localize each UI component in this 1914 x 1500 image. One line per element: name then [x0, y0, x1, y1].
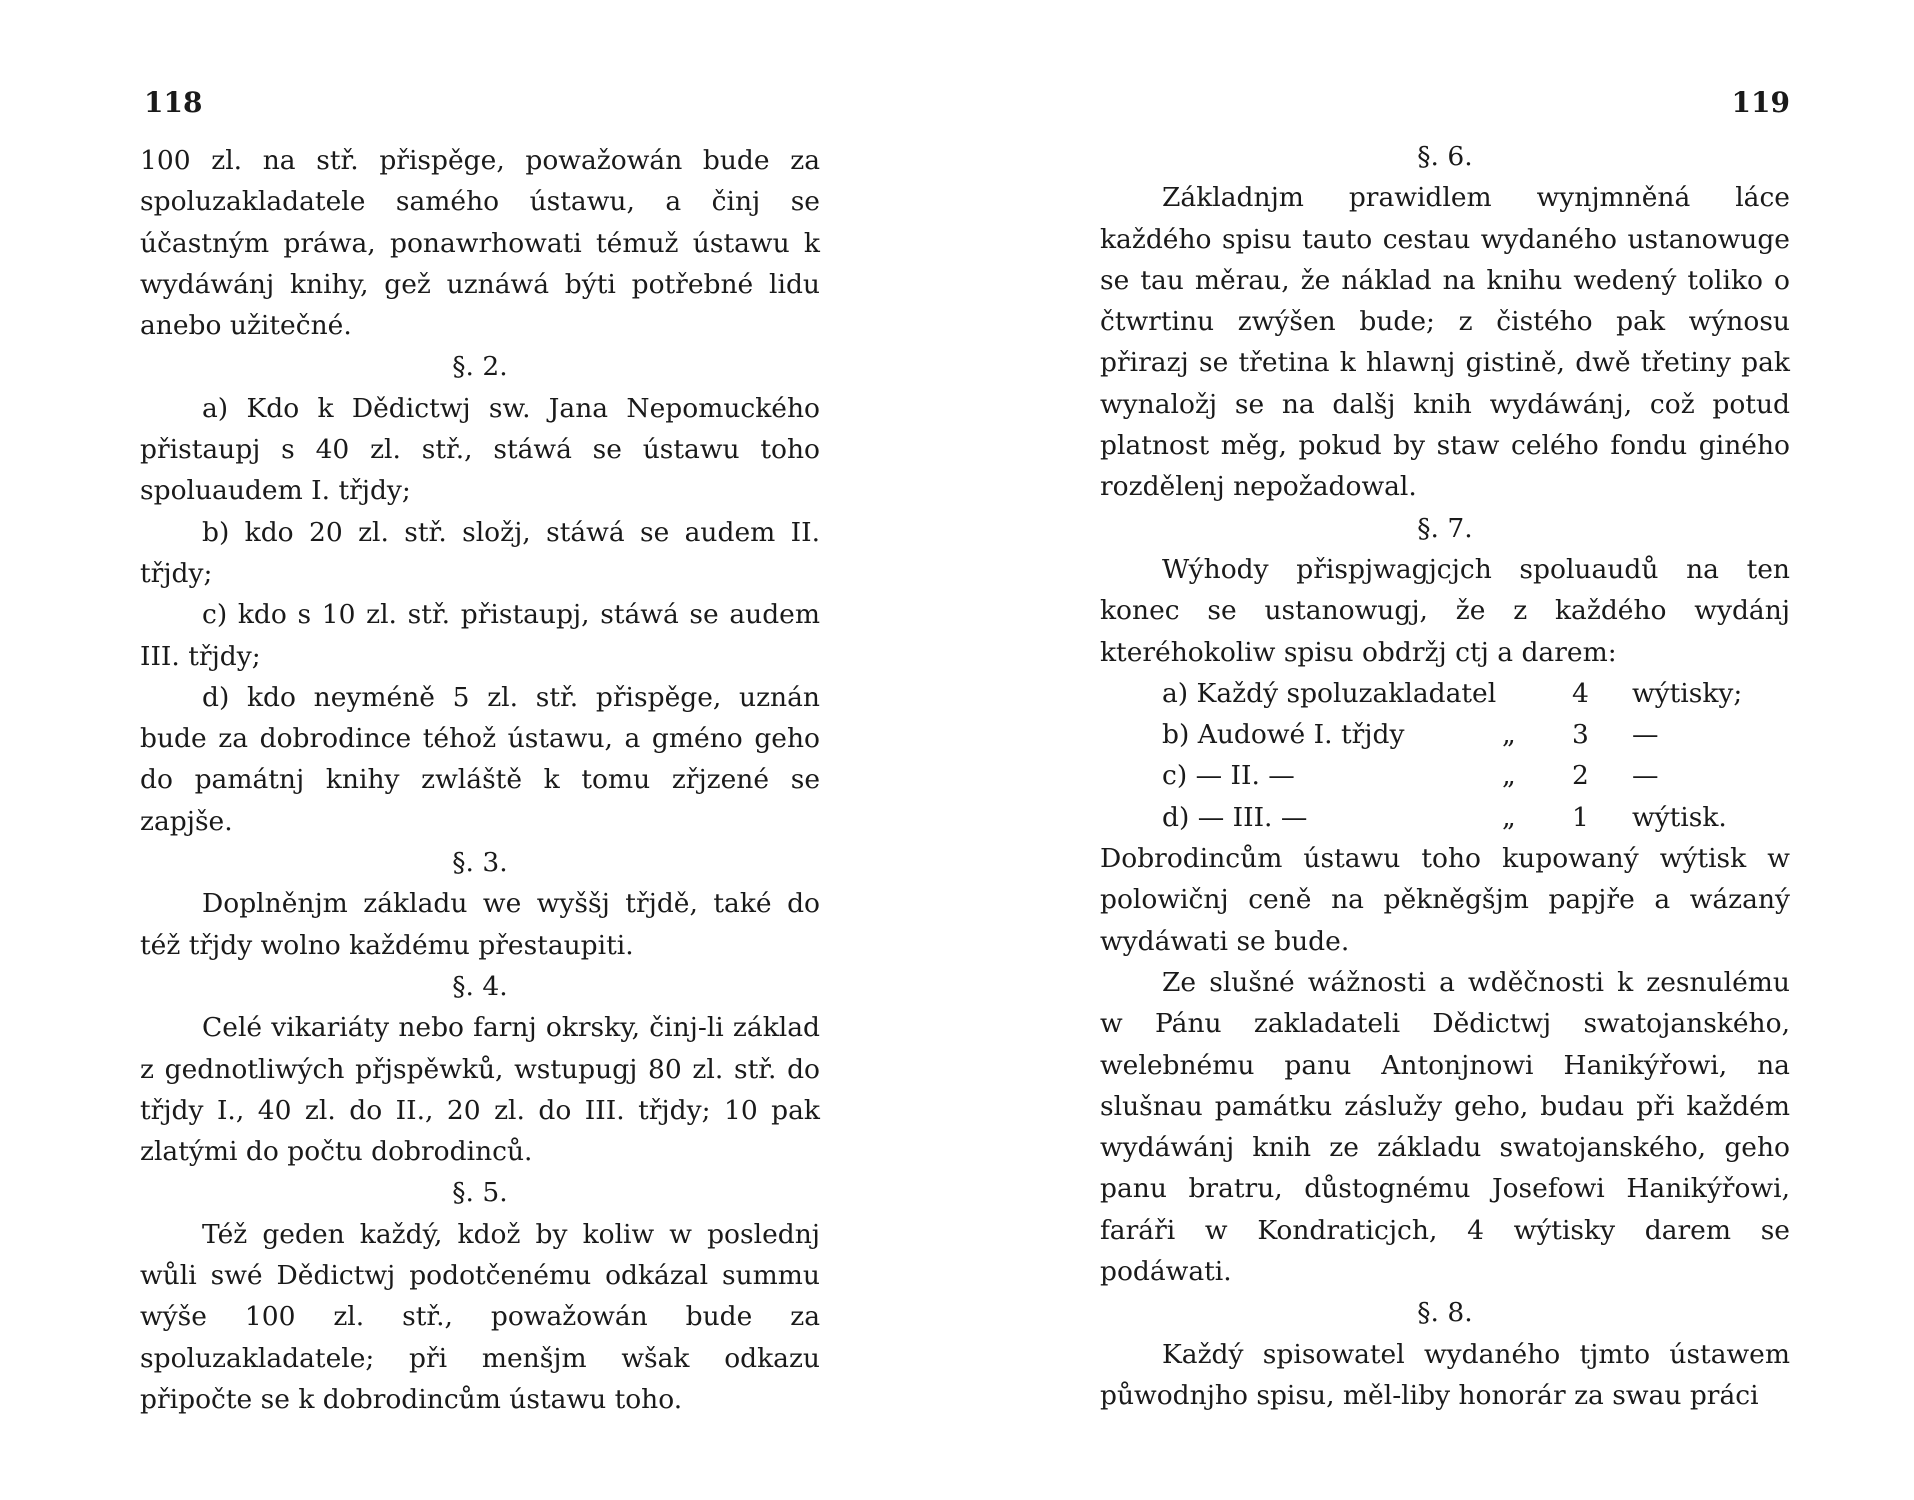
benefit-label: d) — III. —	[1162, 801, 1308, 833]
copy-unit: wýtisk.	[1632, 801, 1727, 833]
copy-count: 1	[1572, 801, 1589, 833]
paragraph: 100 zl. na stř. přispěge, powažowán bude za spoluzakladatele samého ústawu, a činj se účastným práwa, ponawrhowati témuž ústawu k wydáwánj knihy, gež uznáwá býti potřebné lidu anebo užitečné.	[140, 145, 820, 342]
benefit-row	[1100, 755, 1790, 796]
section-heading: §. 6.	[1417, 141, 1473, 172]
paragraph: Doplněnjm základu we wyššj třjdě, také do též třjdy wolno každému přestaupiti.	[140, 888, 820, 961]
copy-unit: —	[1632, 760, 1659, 792]
list-item: a) Kdo k Dědictwj sw. Jana Nepomuckého přistaupj s 40 zl. stř., stáwá se ústawu toho spoluaudem I. třjdy;	[140, 392, 820, 507]
section-heading: §. 3.	[452, 847, 508, 879]
copy-count: 3	[1572, 719, 1589, 751]
paragraph: Každý spisowatel wydaného tjmto ústawem půwodnjho spisu, měl-liby honorár za swau práci	[1100, 1338, 1790, 1411]
benefit-row	[1100, 714, 1790, 755]
list-item: d) kdo neyméně 5 zl. stř. přispěge, uznán bude za dobrodince téhož ústawu, a gméno geho do památnj knihy zwláště k tomu zřjzené se zapjše.	[140, 681, 820, 837]
ditto-mark	[1502, 673, 1572, 714]
copy-unit: wýtisky;	[1632, 677, 1743, 709]
section-heading: §. 5.	[452, 1177, 508, 1209]
benefit-label: b) Audowé I. třjdy	[1162, 719, 1405, 751]
ditto-mark: „	[1502, 719, 1516, 751]
list-item: b) kdo 20 zl. stř. složj, stáwá se audem II. třjdy;	[140, 516, 820, 589]
ditto-mark: „	[1502, 801, 1516, 833]
section-heading: §. 2.	[452, 351, 508, 383]
paragraph: Dobrodincům ústawu toho kupowaný wýtisk w polowičnj ceně na pěkněgšjm papjře a wázaný wydáwati se bude.	[1100, 843, 1790, 957]
benefit-row	[1100, 797, 1790, 838]
copy-count: 4	[1572, 677, 1589, 709]
copy-count: 2	[1572, 760, 1589, 792]
benefit-label: a) Každý spoluzakladatel	[1162, 677, 1497, 709]
section-heading: §. 7.	[1417, 512, 1473, 544]
right-page	[1100, 0, 1790, 1500]
paragraph: Ze slušné wážnosti a wděčnosti k zesnulému w Pánu zakladateli Dědictwj swatojanského, welebnému panu Antonjnowi Hanikýřowi, na slušnau památku záslužy geho, budau při každém wydáwánj knih ze základu swatojanského, geho panu bratru, důstognému Josefowi Hanikýřowi, faráři w Kondraticjch, 4 wýtisky darem se podáwati.	[1100, 966, 1790, 1288]
page-number: 119	[1731, 86, 1790, 119]
page-text	[140, 140, 820, 1420]
page-text	[1100, 136, 1790, 1416]
paragraph: Též geden každý, kdož by koliw w poslednj wůli swé Dědictwj podotčenému odkázal summu wýše 100 zl. stř., powažowán bude za spoluzakladatele; při menšjm wšak odkazu připočte se k dobrodincům ústawu toho.	[140, 1218, 820, 1415]
page-number: 118	[144, 86, 203, 119]
ditto-mark: „	[1502, 760, 1516, 792]
copy-unit: —	[1632, 719, 1659, 751]
paragraph: Základnjm prawidlem wynjmněná láce každého spisu tauto cestau wydaného ustanowuge se tau měrau, že náklad na knihu wedený toliko o čtwrtinu zwýšen bude; z čistého pak wýnosu přirazj se třetina k hlawnj gistině, dwě třetiny pak wynaložj se na dalšj knih wydáwánj, což potud platnost měg, pokud by staw celého fondu giného rozdělenj nepožadowal.	[1100, 182, 1790, 503]
paragraph: Wýhody přispjwagjcjch spoluaudů na ten konec se ustanowugj, že z každého wydánj kteréhokoliw spisu obdržj ctj a darem:	[1100, 553, 1790, 668]
section-heading: §. 4.	[452, 970, 508, 1002]
left-page	[140, 0, 820, 1500]
paragraph: Celé vikariáty nebo farnj okrsky, činj-li základ z gednotliwých přjspěwků, wstupugj 80 zl. stř. do třjdy I., 40 zl. do II., 20 zl. do III. třjdy; 10 pak zlatými do počtu dobrodinců.	[140, 1012, 820, 1168]
benefit-row	[1100, 673, 1790, 714]
section-heading: §. 8.	[1417, 1297, 1473, 1329]
list-item: c) kdo s 10 zl. stř. přistaupj, stáwá se audem III. třjdy;	[140, 599, 820, 672]
benefit-label: c) — II. —	[1162, 760, 1295, 792]
